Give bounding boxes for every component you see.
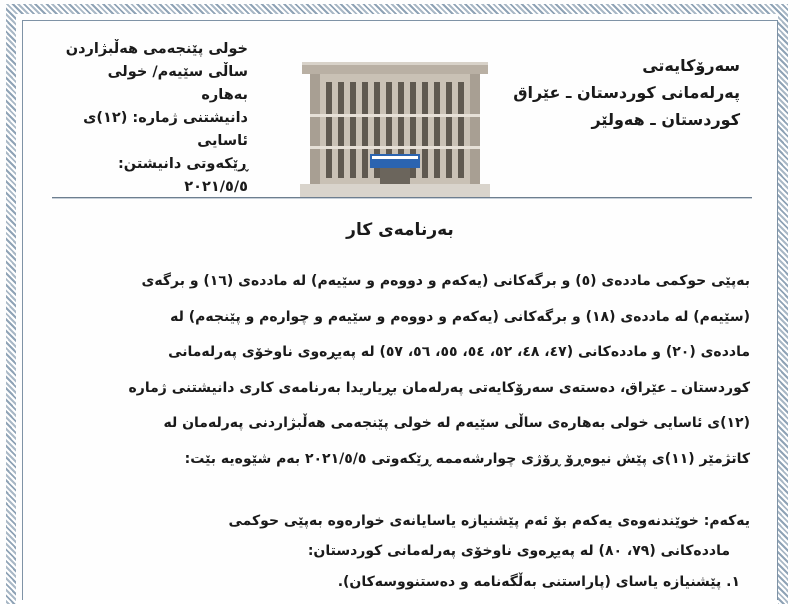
agenda-item-text: خوێندنەوەی یەکەم بۆ ئەم پێشنیازە یاسایانەی خوارەوە بەپێی حوکمی <box>228 513 699 529</box>
paragraph-line: بەپێی حوکمی ماددەی (٥) و برگەکانی (یەکەم و دووەم و سێیەم) لە ماددەی (١٦) و برگەی <box>141 273 750 289</box>
session-info <box>58 38 248 199</box>
paragraph-line: ماددەی (٢٠) و ماددەکانی (٤٧، ٤٨، ٥٢، ٥٤، ٥٥، ٥٦، ٥٧) لە پەیڕەوی ناوخۆی پەرلەمانی <box>168 344 750 360</box>
paragraph-line: (١٢)ی ئاسایی خولی بەهارەی ساڵی سێیەم لە خولی پێنجەمی هەڵبژاردنی پەرلەمان لە <box>163 415 750 431</box>
session-number: دانیشتنی ژمارە: (١٢)ی ئاسایی <box>83 110 248 149</box>
agenda-item-line <box>60 506 750 536</box>
session-term: خولی پێنجەمی هەڵبژاردن <box>65 41 248 57</box>
paragraph-line: کاتژمێر (١١)ی پێش نیوەڕۆ ڕۆژی چوارشەممە ڕێکەوتی ٢٠٢١/٥/٥ بەم شێوەیە بێت: <box>184 450 750 467</box>
agenda-item-continuation: ماددەکانی (٧٩، ٨٠) لە پەیڕەوی ناوخۆی پەرلەمانی کوردستان: <box>307 543 730 559</box>
paragraph-line: کوردستان ـ عێراق، دەستەی سەرۆکایەتی پەرلەمان بڕیاریدا بەرنامەی کاری دانیشتنی ژمارە <box>128 379 750 396</box>
paragraph-line: (سێیەم) لە ماددەی (١٨) و برگەکانی (یەکەم و دووەم و سێیەم و چوارەم و پێنجەم) لە <box>170 308 750 325</box>
agenda-item-first <box>60 506 750 566</box>
session-date: ڕێکەوتی دانیشتن: ٢٠٢١/٥/٥ <box>117 156 248 195</box>
institution-header <box>508 52 740 133</box>
agenda-intro-paragraph <box>60 264 750 477</box>
parliament-building-icon <box>300 58 490 198</box>
location-label: کوردستان ـ هەولێر <box>591 110 740 129</box>
presidency-label: سەرۆکایەتی <box>642 56 740 75</box>
page-title: بەرنامەی کار <box>346 220 454 240</box>
session-year: ساڵی سێیەم/ خولی بەهارە <box>107 64 248 103</box>
agenda-item-label: یەکەم: <box>703 513 750 529</box>
agenda-subitem: ١. پێشنیازە یاسای (پاراستنی بەڵگەنامە و دەستنووسەکان). <box>337 574 740 590</box>
header-divider <box>52 197 752 199</box>
parliament-name: پەرلەمانی کوردستان ـ عێراق <box>513 83 740 102</box>
